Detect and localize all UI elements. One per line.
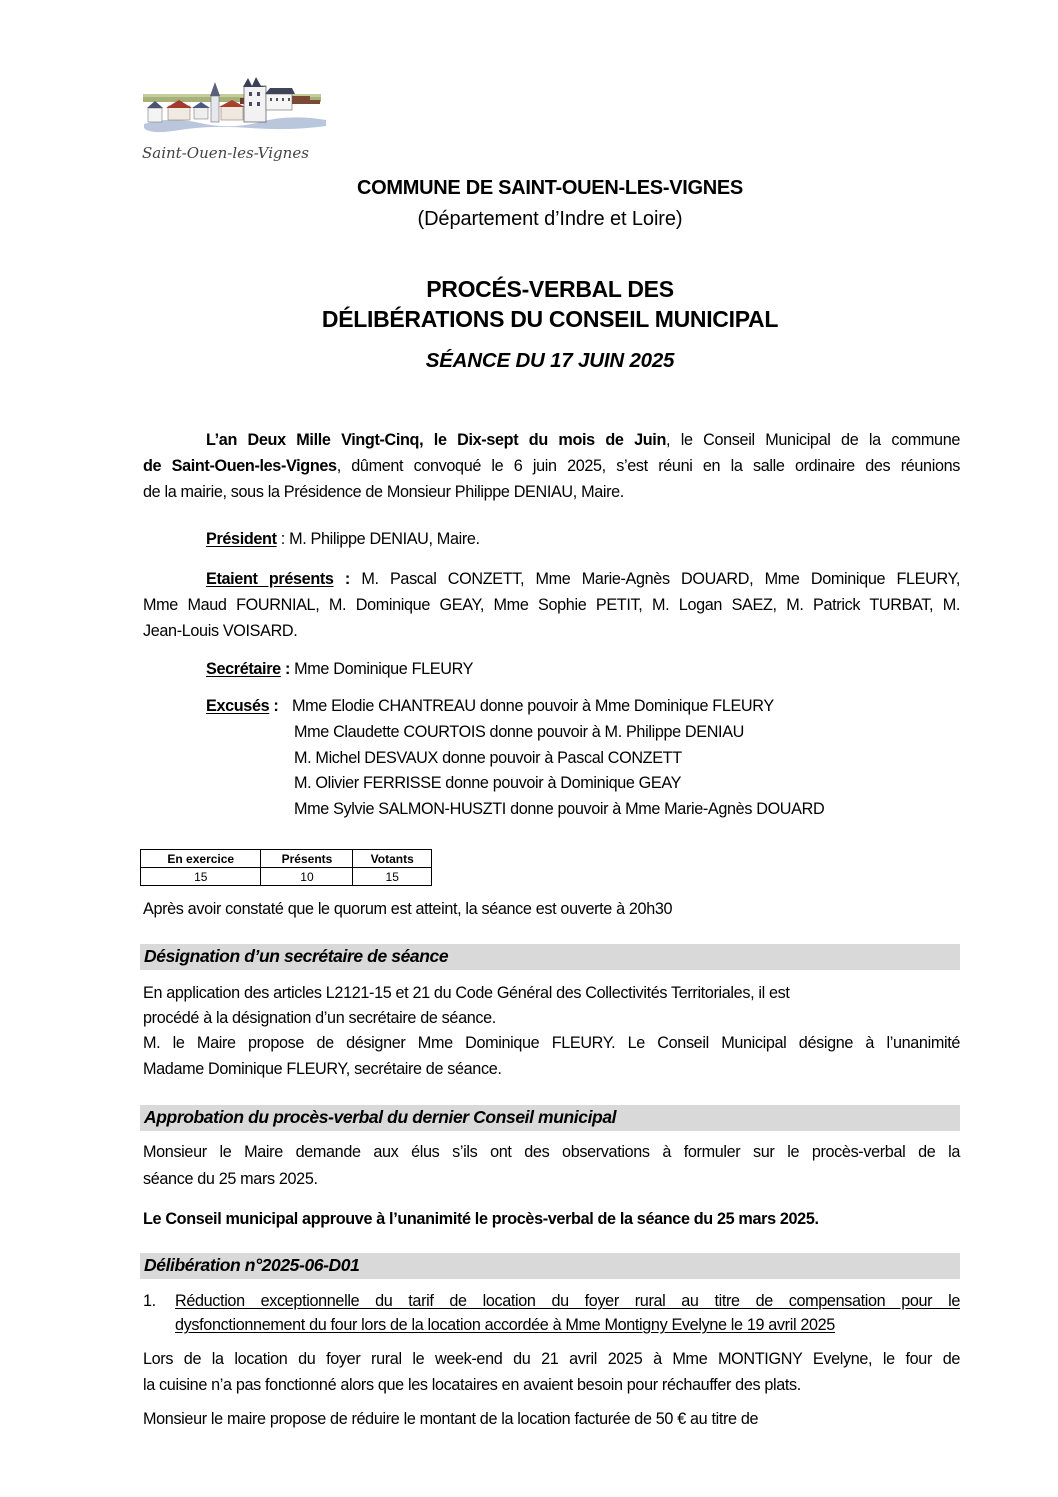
value-presents: 10 bbox=[261, 868, 353, 886]
section-title: Approbation du procès-verbal du dernier Conseil municipal bbox=[144, 1107, 617, 1127]
excuse-item: Mme Sylvie SALMON-HUSZTI donne pouvoir à Mme Marie-Agnès DOUARD bbox=[294, 800, 825, 818]
section-title: Délibération n°2025-06-D01 bbox=[144, 1255, 360, 1275]
president-row bbox=[206, 527, 480, 553]
attendance-table bbox=[140, 849, 432, 886]
secretaire-row bbox=[206, 657, 473, 683]
presents-label: Etaient présents bbox=[206, 570, 334, 588]
intro-line2-rest: , dûment convoqué le 6 juin 2025, s’est réuni en la salle ordinaire des réunions bbox=[336, 457, 960, 475]
section2-line: séance du 25 mars 2025. bbox=[143, 1170, 318, 1188]
quorum-statement: Après avoir constaté que le quorum est atteint, la séance est ouverte à 20h30 bbox=[143, 900, 673, 918]
intro-line-2 bbox=[143, 454, 960, 480]
header-presents: Présents bbox=[261, 850, 353, 868]
intro-line-1 bbox=[206, 428, 960, 454]
presents-sep: : bbox=[333, 570, 362, 588]
header-en-exercice: En exercice bbox=[141, 850, 261, 868]
section1-line: procédé à la désignation d’un secrétaire de séance. bbox=[143, 1009, 496, 1027]
item-title-line2: dysfonctionnement du four lors de la location accordée à Mme Montigny Evelyne le 19 avril 2025 bbox=[175, 1316, 835, 1334]
secretaire-value: Mme Dominique FLEURY bbox=[294, 660, 474, 678]
excuse-item: M. Olivier FERRISSE donne pouvoir à Dominique GEAY bbox=[294, 774, 682, 792]
attendance-table-header-row bbox=[141, 850, 432, 868]
section2-line: Monsieur le Maire demande aux élus s’ils ont des observations à formuler sur le procès-verbal de la bbox=[143, 1143, 960, 1161]
section3-last-line: Monsieur le maire propose de réduire le montant de la location facturée de 50 € au titre de bbox=[143, 1410, 759, 1428]
commune-logo bbox=[140, 76, 332, 168]
header-votants: Votants bbox=[353, 850, 432, 868]
excuse-item: Mme Elodie CHANTREAU donne pouvoir à Mme Dominique FLEURY bbox=[292, 697, 774, 715]
excuse-item: M. Michel DESVAUX donne pouvoir à Pascal CONZETT bbox=[294, 749, 682, 767]
document-title-line2: DÉLIBÉRATIONS DU CONSEIL MUNICIPAL bbox=[321, 306, 779, 332]
intro-commune-name: de Saint-Ouen-les-Vignes bbox=[143, 457, 337, 475]
excuse-item: Mme Claudette COURTOIS donne pouvoir à M. Philippe DENIAU bbox=[294, 723, 744, 741]
section-header-secretaire bbox=[140, 944, 960, 970]
presents-line-3: Jean-Louis VOISARD. bbox=[143, 622, 298, 640]
excuses-sep: : bbox=[269, 697, 279, 715]
document-title-line1: PROCÉS-VERBAL DES bbox=[426, 276, 674, 302]
attendance-table-values-row bbox=[141, 868, 432, 886]
presents-line-1 bbox=[206, 567, 960, 593]
section3-line: la cuisine n’a pas fonctionné alors que les locataires en avaient besoin pour réchauffer des plats. bbox=[143, 1376, 801, 1394]
intro-date-phrase: L’an Deux Mille Vingt-Cinq, le Dix-sept du mois de Juin bbox=[206, 431, 666, 449]
presents-line-2: Mme Maud FOURNIAL, M. Dominique GEAY, Mme Sophie PETIT, M. Logan SAEZ, M. Patrick TURBAT, M. bbox=[143, 596, 960, 614]
logo-village-illustration bbox=[143, 77, 326, 132]
section1-line: M. le Maire propose de désigner Mme Dominique FLEURY. Le Conseil Municipal désigne à l’unanimité bbox=[143, 1034, 960, 1052]
intro-line1-rest: , le Conseil Municipal de la commune bbox=[666, 431, 960, 449]
presents-names-1: M. Pascal CONZETT, Mme Marie-Agnès DOUARD, Mme Dominique FLEURY, bbox=[361, 570, 961, 588]
excuses-label: Excusés bbox=[206, 697, 270, 715]
logo-town-name: Saint-Ouen-les-Vignes bbox=[142, 144, 309, 162]
section2-decision: Le Conseil municipal approuve à l’unanimité le procès-verbal de la séance du 25 mars 2025. bbox=[143, 1210, 819, 1228]
departement-subtitle: (Département d’Indre et Loire) bbox=[417, 208, 683, 230]
section-header-deliberation bbox=[140, 1253, 960, 1279]
item-title-line1: Réduction exceptionnelle du tarif de location du foyer rural au titre de compensation pour le bbox=[175, 1292, 960, 1310]
section3-line: Lors de la location du foyer rural le week-end du 21 avril 2025 à Mme MONTIGNY Evelyne, le four de bbox=[143, 1350, 960, 1368]
value-en-exercice: 15 bbox=[141, 868, 261, 886]
excuses-label-row bbox=[206, 694, 278, 720]
president-value: M. Philippe DENIAU, Maire. bbox=[289, 530, 480, 548]
section-header-approbation bbox=[140, 1105, 960, 1131]
president-sep: : bbox=[276, 530, 290, 548]
secretaire-sep: : bbox=[280, 660, 295, 678]
president-label: Président bbox=[206, 530, 277, 548]
value-votants: 15 bbox=[353, 868, 432, 886]
secretaire-label: Secrétaire bbox=[206, 660, 281, 678]
section1-line: Madame Dominique FLEURY, secrétaire de séance. bbox=[143, 1060, 502, 1078]
seance-date: SÉANCE DU 17 JUIN 2025 bbox=[425, 349, 675, 372]
commune-title: COMMUNE DE SAINT-OUEN-LES-VIGNES bbox=[357, 177, 743, 199]
intro-line-3: de la mairie, sous la Présidence de Monsieur Philippe DENIAU, Maire. bbox=[143, 483, 624, 501]
section1-line: En application des articles L2121-15 et 21 du Code Général des Collectivités Territoriales, il est bbox=[143, 984, 790, 1002]
section-title: Désignation d’un secrétaire de séance bbox=[144, 946, 449, 966]
item-number: 1. bbox=[143, 1292, 156, 1310]
